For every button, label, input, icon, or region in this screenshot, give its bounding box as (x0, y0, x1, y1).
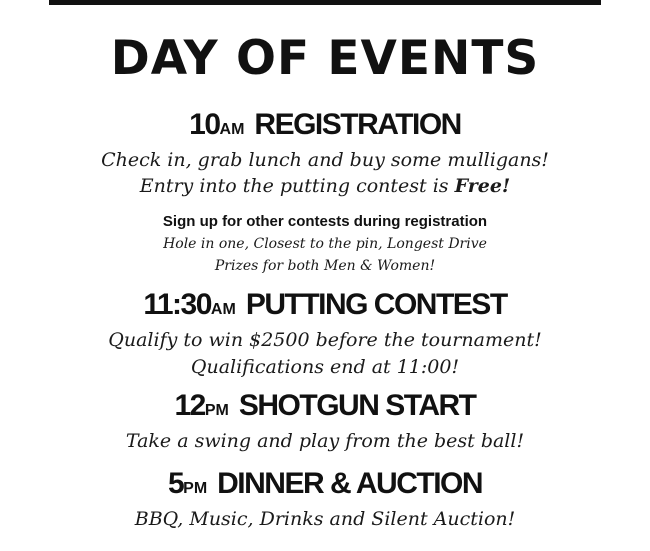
event-name: PUTTING CONTEST (245, 288, 507, 321)
event-description: Qualify to win $2500 before the tournament! (108, 329, 542, 351)
event-name: SHOTGUN START (238, 389, 476, 422)
event-time: 5 (167, 467, 184, 500)
page-title: DAY OF EVENTS (110, 31, 540, 86)
signup-note: Sign up for other contests during registration (162, 213, 488, 230)
event-heading-putting-contest (0, 287, 650, 328)
event-name: REGISTRATION (254, 108, 461, 141)
event-description: BBQ, Music, Drinks and Silent Auction! (134, 508, 516, 530)
event-description-text: Entry into the putting contest is (139, 175, 455, 197)
event-description: Qualifications end at 11:00! (190, 356, 460, 378)
event-heading-shotgun-start (0, 388, 650, 429)
event-time: 11:30 (143, 288, 211, 321)
free-emphasis: Free! (454, 175, 511, 197)
event-ampm: PM (204, 402, 229, 419)
event-time: 10 (189, 108, 220, 141)
event-description: Take a swing and play from the best ball! (125, 430, 525, 452)
event-ampm: PM (183, 480, 208, 497)
contest-list: Hole in one, Closest to the pin, Longest Drive (163, 236, 487, 252)
event-heading-registration (0, 107, 650, 148)
event-time: 12 (174, 389, 205, 422)
prizes-note: Prizes for both Men & Women! (214, 258, 436, 274)
event-description: Check in, grab lunch and buy some mulligans! (101, 149, 549, 171)
top-divider (49, 0, 601, 5)
event-ampm: AM (219, 121, 245, 138)
event-name: DINNER & AUCTION (217, 467, 483, 500)
event-heading-dinner-auction (0, 466, 650, 507)
event-ampm: AM (210, 301, 236, 318)
event-description (0, 174, 650, 198)
